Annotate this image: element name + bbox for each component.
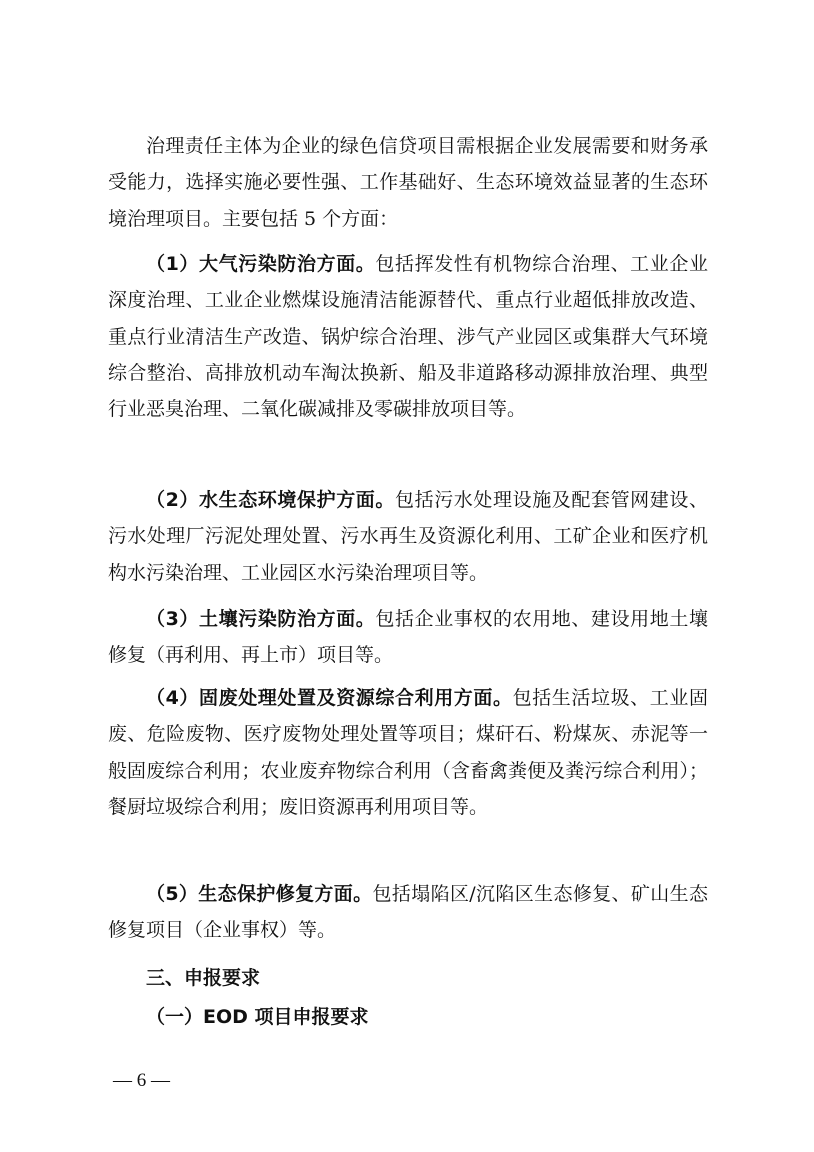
item-solid-waste <box>108 680 708 825</box>
page-number: — 6 — <box>113 1070 170 1091</box>
item-body: 包括挥发性有机物综合治理、工业企业深度治理、工业企业燃煤设施清洁能源替代、重点行业超低排放改造、重点行业清洁生产改造、锅炉综合治理、涉气产业园区或集群大气环境综合整治、高排放机动车淘汰换新、船及非道路移动源排放治理、典型行业恶臭治理、二氧化碳减排及零碳排放项目等。 <box>108 253 708 421</box>
item-title: （5）生态保护修复方面。 <box>146 883 373 905</box>
item-title: （1）大气污染防治方面。 <box>146 253 376 275</box>
item-water-ecology <box>108 482 708 591</box>
item-ecological-restoration <box>108 876 708 949</box>
section-heading: 三、申报要求 <box>146 967 261 989</box>
item-body: 包括生活垃圾、工业固废、危险废物、医疗废物处理处置等项目；煤矸石、粉煤灰、赤泥等一般固废综合利用；农业废弃物综合利用（含畜禽粪便及粪污综合利用）；餐厨垃圾综合利用；废旧资源再利用项目等。 <box>108 687 708 818</box>
item-body: 包括企业事权的农用地、建设用地土壤修复（再利用、再上市）项目等。 <box>108 608 708 667</box>
intro-paragraph: 治理责任主体为企业的绿色信贷项目需根据企业发展需要和财务承受能力，选择实施必要性强、工作基础好、生态环境效益显著的生态环境治理项目。主要包括 5 个方面： <box>108 135 708 230</box>
item-soil-pollution <box>108 601 708 674</box>
item-title: （3）土壤污染防治方面。 <box>146 608 376 630</box>
item-title: （4）固废处理处置及资源综合利用方面。 <box>146 687 513 709</box>
item-body: 包括污水处理设施及配套管网建设、污水处理厂污泥处理处置、污水再生及资源化利用、工矿企业和医疗机构水污染治理、工业园区水污染治理项目等。 <box>108 489 708 584</box>
item-title: （2）水生态环境保护方面。 <box>146 489 395 511</box>
subsection-heading: （一）EOD 项目申报要求 <box>146 1006 369 1028</box>
item-body: 包括塌陷区/沉陷区生态修复、矿山生态修复项目（企业事权）等。 <box>108 883 708 942</box>
item-air-pollution <box>108 246 708 427</box>
